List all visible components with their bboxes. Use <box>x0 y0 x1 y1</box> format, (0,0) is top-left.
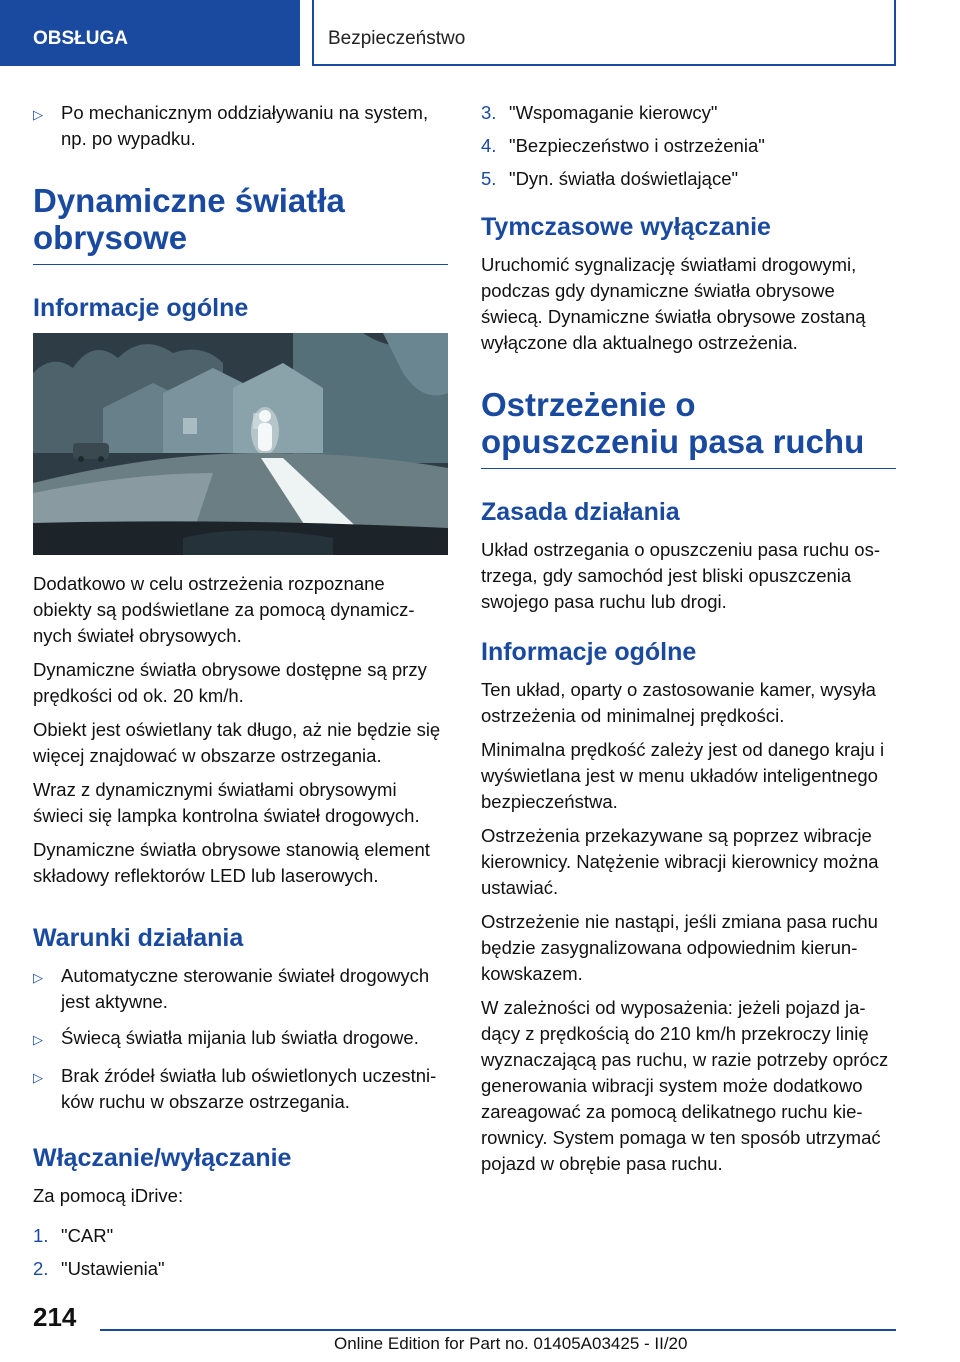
paragraph: W zależności od wyposażenia: jeżeli pojazd ja-dący z prędkością do 210 km/h przekroczy linię wyznaczającą pas ruchu, w razie potrzeby oprócz generowania wibracji system może dodatkowo zareagować za pomocą delikatnego ruchu kie-rownicy. System pomaga w ten sposób utrzymać pojazd w obrębie pasa ruchu. <box>481 997 889 1174</box>
subsection-heading: Włączanie/wyłączanie <box>33 1144 292 1172</box>
section-title: Ostrzeżenie o opuszczeniu pasa ruchu <box>481 386 896 469</box>
edition-note: Online Edition for Part no. 01405A03425 - II/20 <box>334 1334 688 1353</box>
list-item: 5. "Dyn. światła doświetlające" <box>481 168 739 189</box>
subsection-heading: Warunki działania <box>33 924 244 952</box>
paragraph: Dynamiczne światła obrysowe stanowią element składowy reflektorów LED lub laserowych. <box>33 839 430 886</box>
list-item: ▷ Po mechanicznym oddziaływaniu na system, np. po wypadku. <box>33 100 448 152</box>
section-title: Dynamiczne światła obrysowe <box>33 182 448 265</box>
paragraph: Ostrzeżenie nie nastąpi, jeśli zmiana pasa ruchu będzie zasygnalizowana odpowiednim kierun-kowskazem. <box>481 911 878 984</box>
list-item: 2. "Ustawienia" <box>33 1258 165 1279</box>
triangle-right-icon: ▷ <box>33 107 43 122</box>
list-item: ▷ Brak źródeł światła lub oświetlonych uczestni-ków ruchu w obszarze ostrzegania. <box>33 1063 448 1115</box>
paragraph: Wraz z dynamicznymi światłami obrysowymi świeci się lampka kontrolna świateł drogowych. <box>33 779 420 826</box>
footer-divider <box>100 1329 896 1331</box>
list-item: ▷ Świecą światła mijania lub światła drogowe. <box>33 1025 448 1053</box>
list-item: ▷ Automatyczne sterowanie świateł drogowych jest aktywne. <box>33 963 448 1015</box>
paragraph: Za pomocą iDrive: <box>33 1185 184 1206</box>
paragraph: Uruchomić sygnalizację światłami drogowymi, podczas gdy dynamiczne światła obrysowe świecą. Dynamiczne światła obrysowe zostaną wyłączone dla aktualnego ostrzeżenia. <box>481 254 866 353</box>
page-number: 214 <box>33 1302 77 1332</box>
paragraph: Dynamiczne światła obrysowe dostępne są przy prędkości od ok. 20 km/h. <box>33 659 427 706</box>
paragraph: Ten układ, oparty o zastosowanie kamer, wysyła ostrzeżenia od minimalnej prędkości. <box>481 679 876 726</box>
right-column <box>481 100 896 1185</box>
list-item: 4. "Bezpieczeństwo i ostrzeżenia" <box>481 135 765 156</box>
page-header-title: Bezpieczeństwo <box>312 0 896 66</box>
subsection-heading: Informacje ogólne <box>481 638 697 666</box>
paragraph: Ostrzeżenia przekazywane są poprzez wibracje kierownicy. Natężenie wibracji kierownicy można ustawiać. <box>481 825 879 898</box>
paragraph: Minimalna prędkość zależy jest od danego kraju i wyświetlana jest w menu układów inteligentnego bezpieczeństwa. <box>481 739 885 812</box>
paragraph: Obiekt jest oświetlany tak długo, aż nie będzie się więcej znajdować w obszarze ostrzegania. <box>33 719 441 766</box>
triangle-right-icon: ▷ <box>33 1032 43 1047</box>
subsection-heading: Zasada działania <box>481 498 680 526</box>
night-road-illustration <box>33 333 448 555</box>
triangle-right-icon: ▷ <box>33 1070 43 1085</box>
paragraph: Dodatkowo w celu ostrzeżenia rozpoznane obiekty są podświetlane za pomocą dynamicz-nych świateł obrysowych. <box>33 573 415 646</box>
left-column <box>33 100 448 1289</box>
list-item: 3. "Wspomaganie kierowcy" <box>481 102 718 123</box>
triangle-right-icon: ▷ <box>33 970 43 985</box>
list-item: 1. "CAR" <box>33 1225 114 1246</box>
subsection-heading: Informacje ogólne <box>33 294 249 322</box>
section-tab: OBSŁUGA <box>0 0 300 66</box>
subsection-heading: Tymczasowe wyłączanie <box>481 213 771 241</box>
paragraph: Układ ostrzegania o opuszczeniu pasa ruchu os-trzega, gdy samochód jest bliski opuszczenia swojego pasa ruchu lub drogi. <box>481 539 881 612</box>
